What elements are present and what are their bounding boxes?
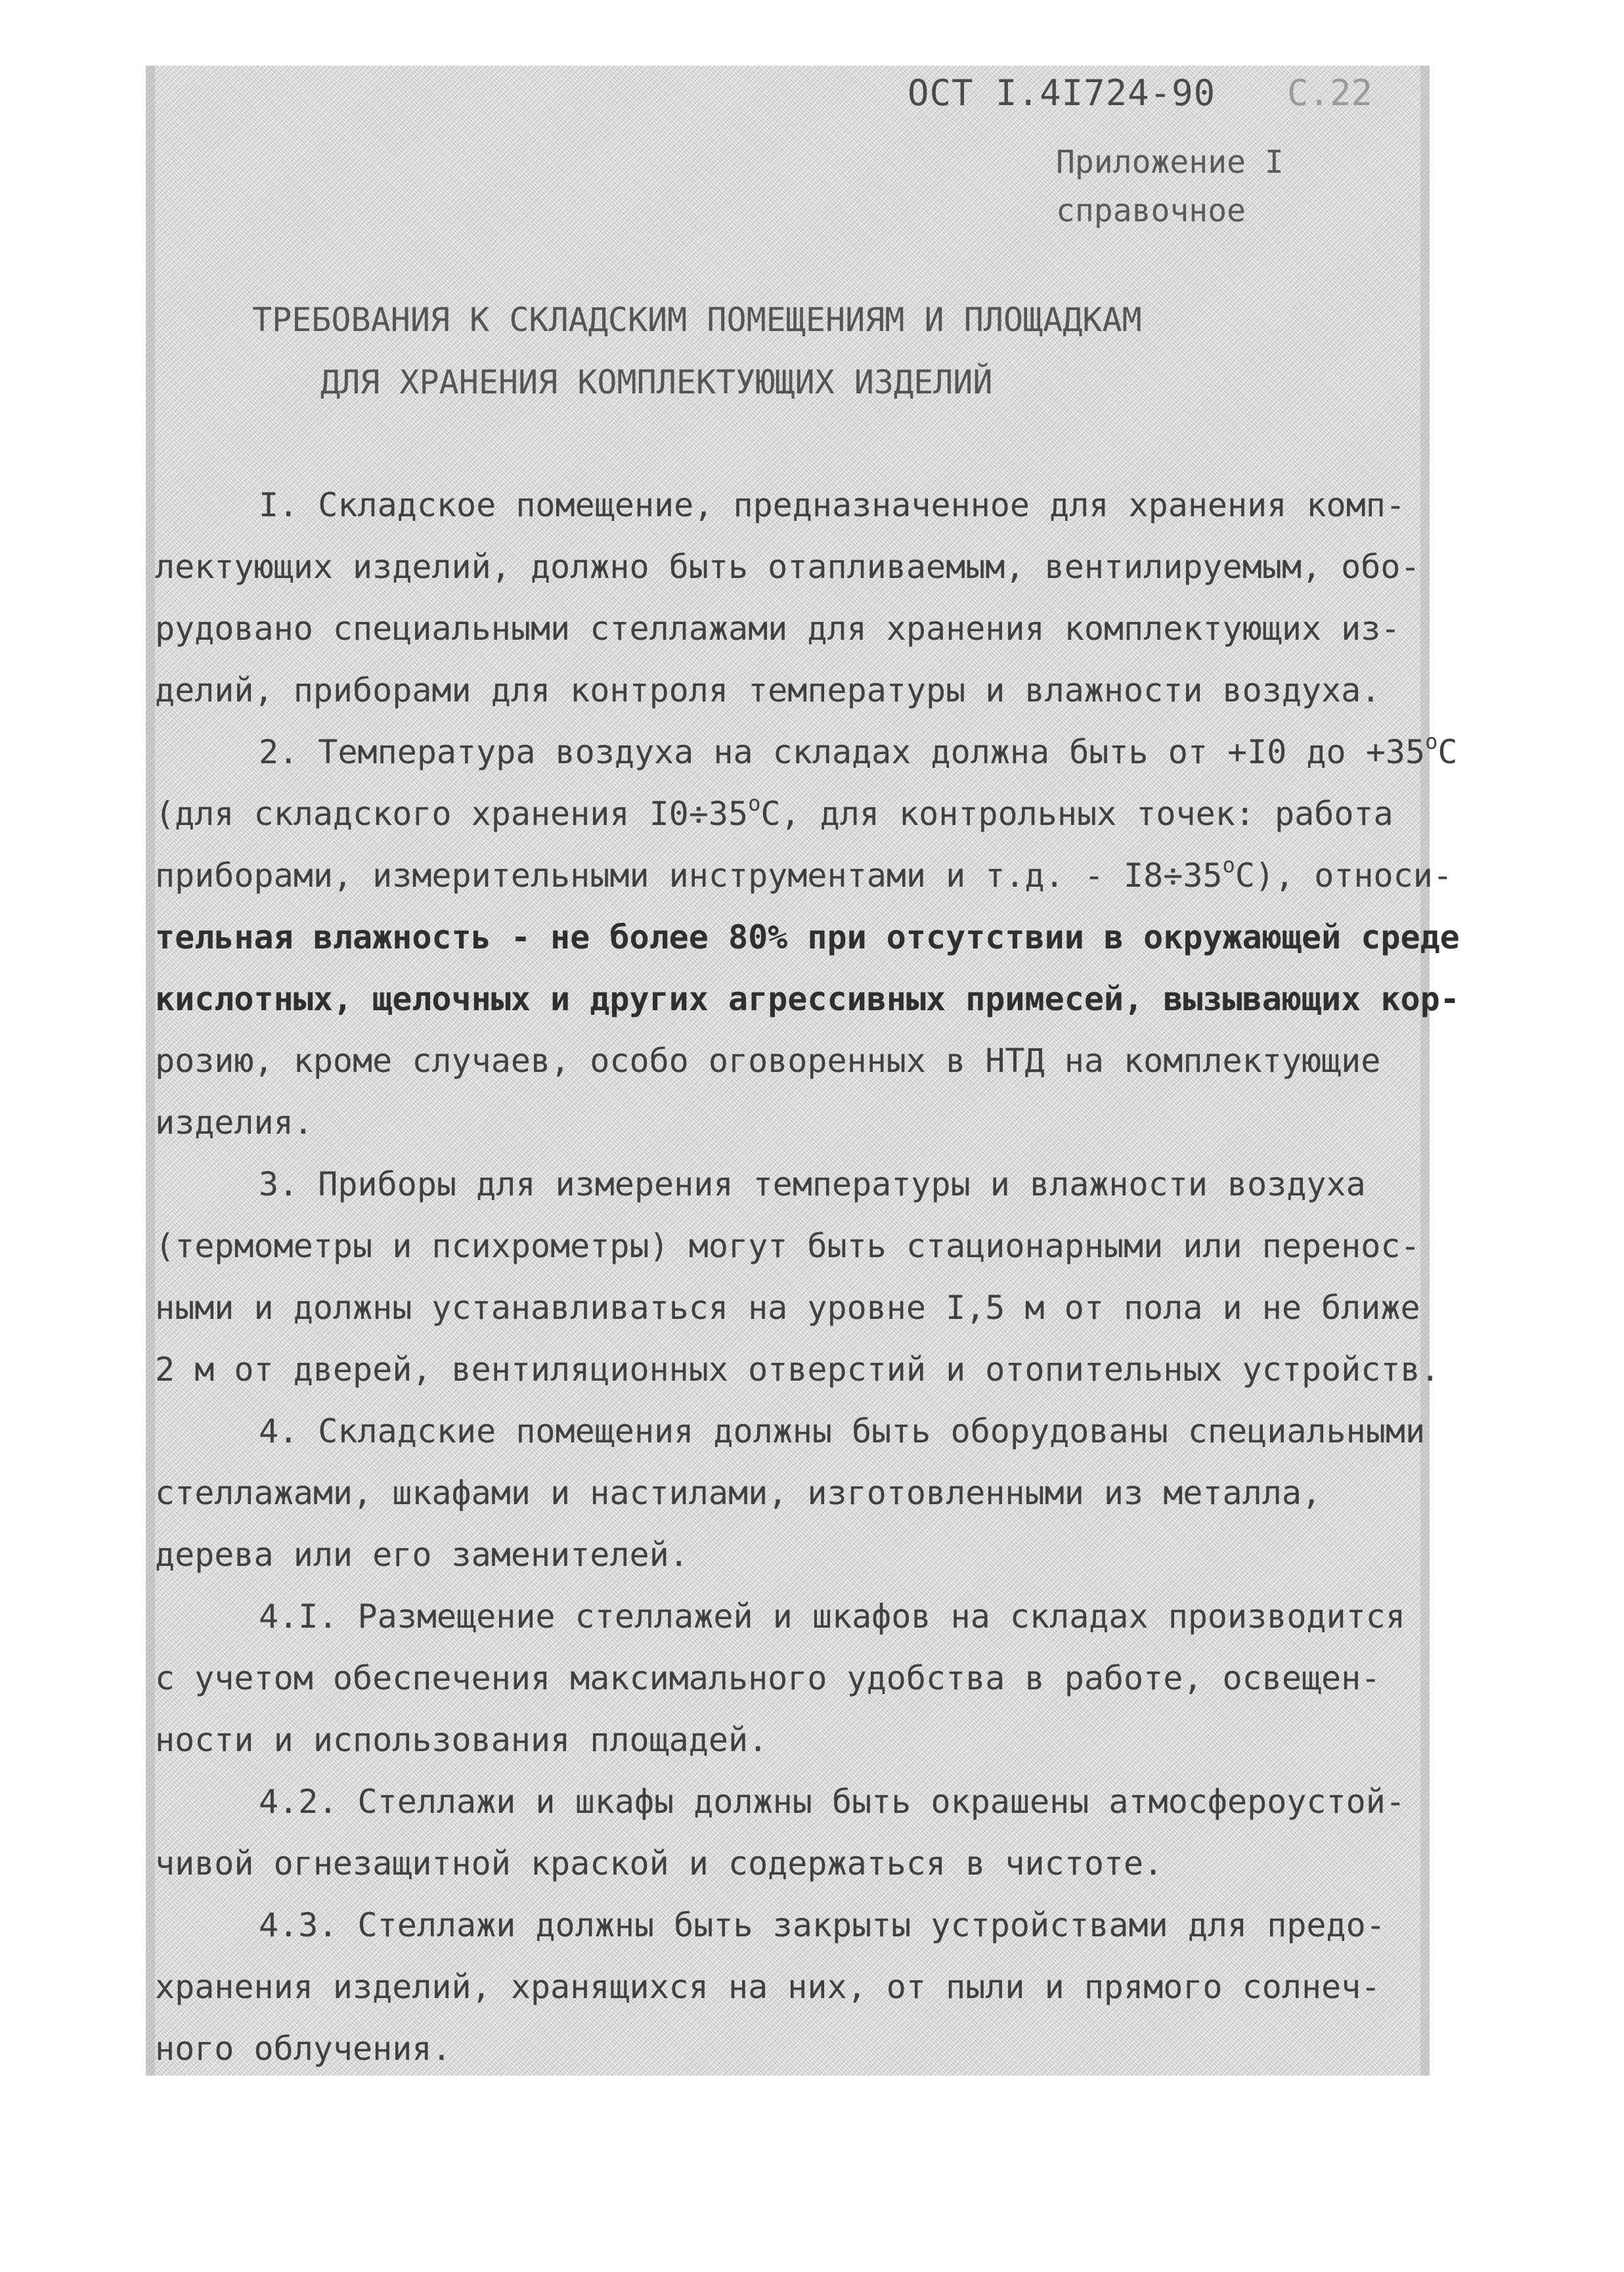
body-line <box>155 783 1419 845</box>
title-line-1: ТРЕБОВАНИЯ К СКЛАДСКИМ ПОМЕЩЕНИЯМ И ПЛОЩАДКАМ <box>252 301 1142 339</box>
body-line: 4.2. Стеллажи и шкафы должны быть окрашены атмосфероустой- <box>259 1783 1405 1821</box>
body-line: 4. Складские помещения должны быть оборудованы специальными <box>259 1412 1426 1450</box>
body-line: 2 м от дверей, вентиляционных отверстий и отопительных устройств. <box>155 1350 1440 1389</box>
body-line: ного облучения. <box>155 2030 452 2068</box>
body-line: I. Складское помещение, предназначенное для хранения комп- <box>259 486 1405 524</box>
text-fragment: С, для контрольных точек: работа <box>760 795 1394 833</box>
body-line: 4.I. Размещение стеллажей и шкафов на складах производится <box>259 1597 1405 1636</box>
degree-mark: o <box>748 791 761 816</box>
degree-mark: o <box>1222 853 1235 878</box>
appendix-title: Приложение I <box>1056 144 1284 181</box>
body-line: хранения изделий, хранящихся на них, от пыли и прямого солнеч- <box>155 1968 1381 2006</box>
appendix-type: справочное <box>1056 192 1246 229</box>
text-fragment: С <box>1437 733 1458 771</box>
document-body <box>155 474 1460 2080</box>
body-line: лектующих изделий, должно быть отапливаемым, вентилируемым, обо- <box>155 548 1420 586</box>
body-line: (термометры и психрометры) могут быть стационарными или перенос- <box>155 1227 1420 1265</box>
body-line: чивой огнезащитной краской и содержаться в чистоте. <box>155 1844 1164 1882</box>
body-line: 4.3. Стеллажи должны быть закрыты устройствами для предо- <box>259 1906 1386 1944</box>
body-line: делий, приборами для контроля температуры и влажности воздуха. <box>155 671 1381 709</box>
body-line: рудовано специальными стеллажами для хранения комплектующих из- <box>155 610 1401 648</box>
body-line: тельная влажность - не более 80% при отсутствии в окружающей среде <box>155 918 1460 956</box>
body-line: стеллажами, шкафами и настилами, изготовленными из металла, <box>155 1474 1322 1512</box>
body-line <box>155 845 1453 906</box>
body-line: с учетом обеспечения максимального удобства в работе, освещен- <box>155 1659 1381 1697</box>
appendix-label <box>1056 138 1284 235</box>
body-line: дерева или его заменителей. <box>155 1536 689 1574</box>
text-fragment: С), относи- <box>1235 857 1453 895</box>
text-fragment: 2. Температура воздуха на складах должна быть от +I0 до +35 <box>259 733 1426 771</box>
document-code: ОСТ I.4I724-90 <box>908 72 1216 114</box>
body-line <box>155 721 1458 783</box>
degree-mark: o <box>1425 729 1438 754</box>
body-line: изделия. <box>155 1103 313 1142</box>
body-line: 3. Приборы для измерения температуры и влажности воздуха <box>259 1165 1366 1203</box>
body-line: ности и использования площадей. <box>155 1721 768 1759</box>
body-line: ными и должны устанавливаться на уровне I,5 м от пола и не ближе <box>155 1289 1420 1327</box>
body-line: кислотных, щелочных и других агрессивных примесей, вызывающих кор- <box>155 980 1460 1018</box>
page-number: С.22 <box>1287 72 1373 114</box>
text-fragment: приборами, измерительными инструментами и т.д. - I8÷35 <box>155 857 1223 895</box>
body-line: розию, кроме случаев, особо оговоренных в НТД на комплектующие <box>155 1042 1381 1080</box>
title-line-2: ДЛЯ ХРАНЕНИЯ КОМПЛЕКТУЮЩИХ ИЗДЕЛИЙ <box>320 363 993 401</box>
text-fragment: (для складского хранения I0÷35 <box>155 795 749 833</box>
section-title <box>252 289 1142 414</box>
